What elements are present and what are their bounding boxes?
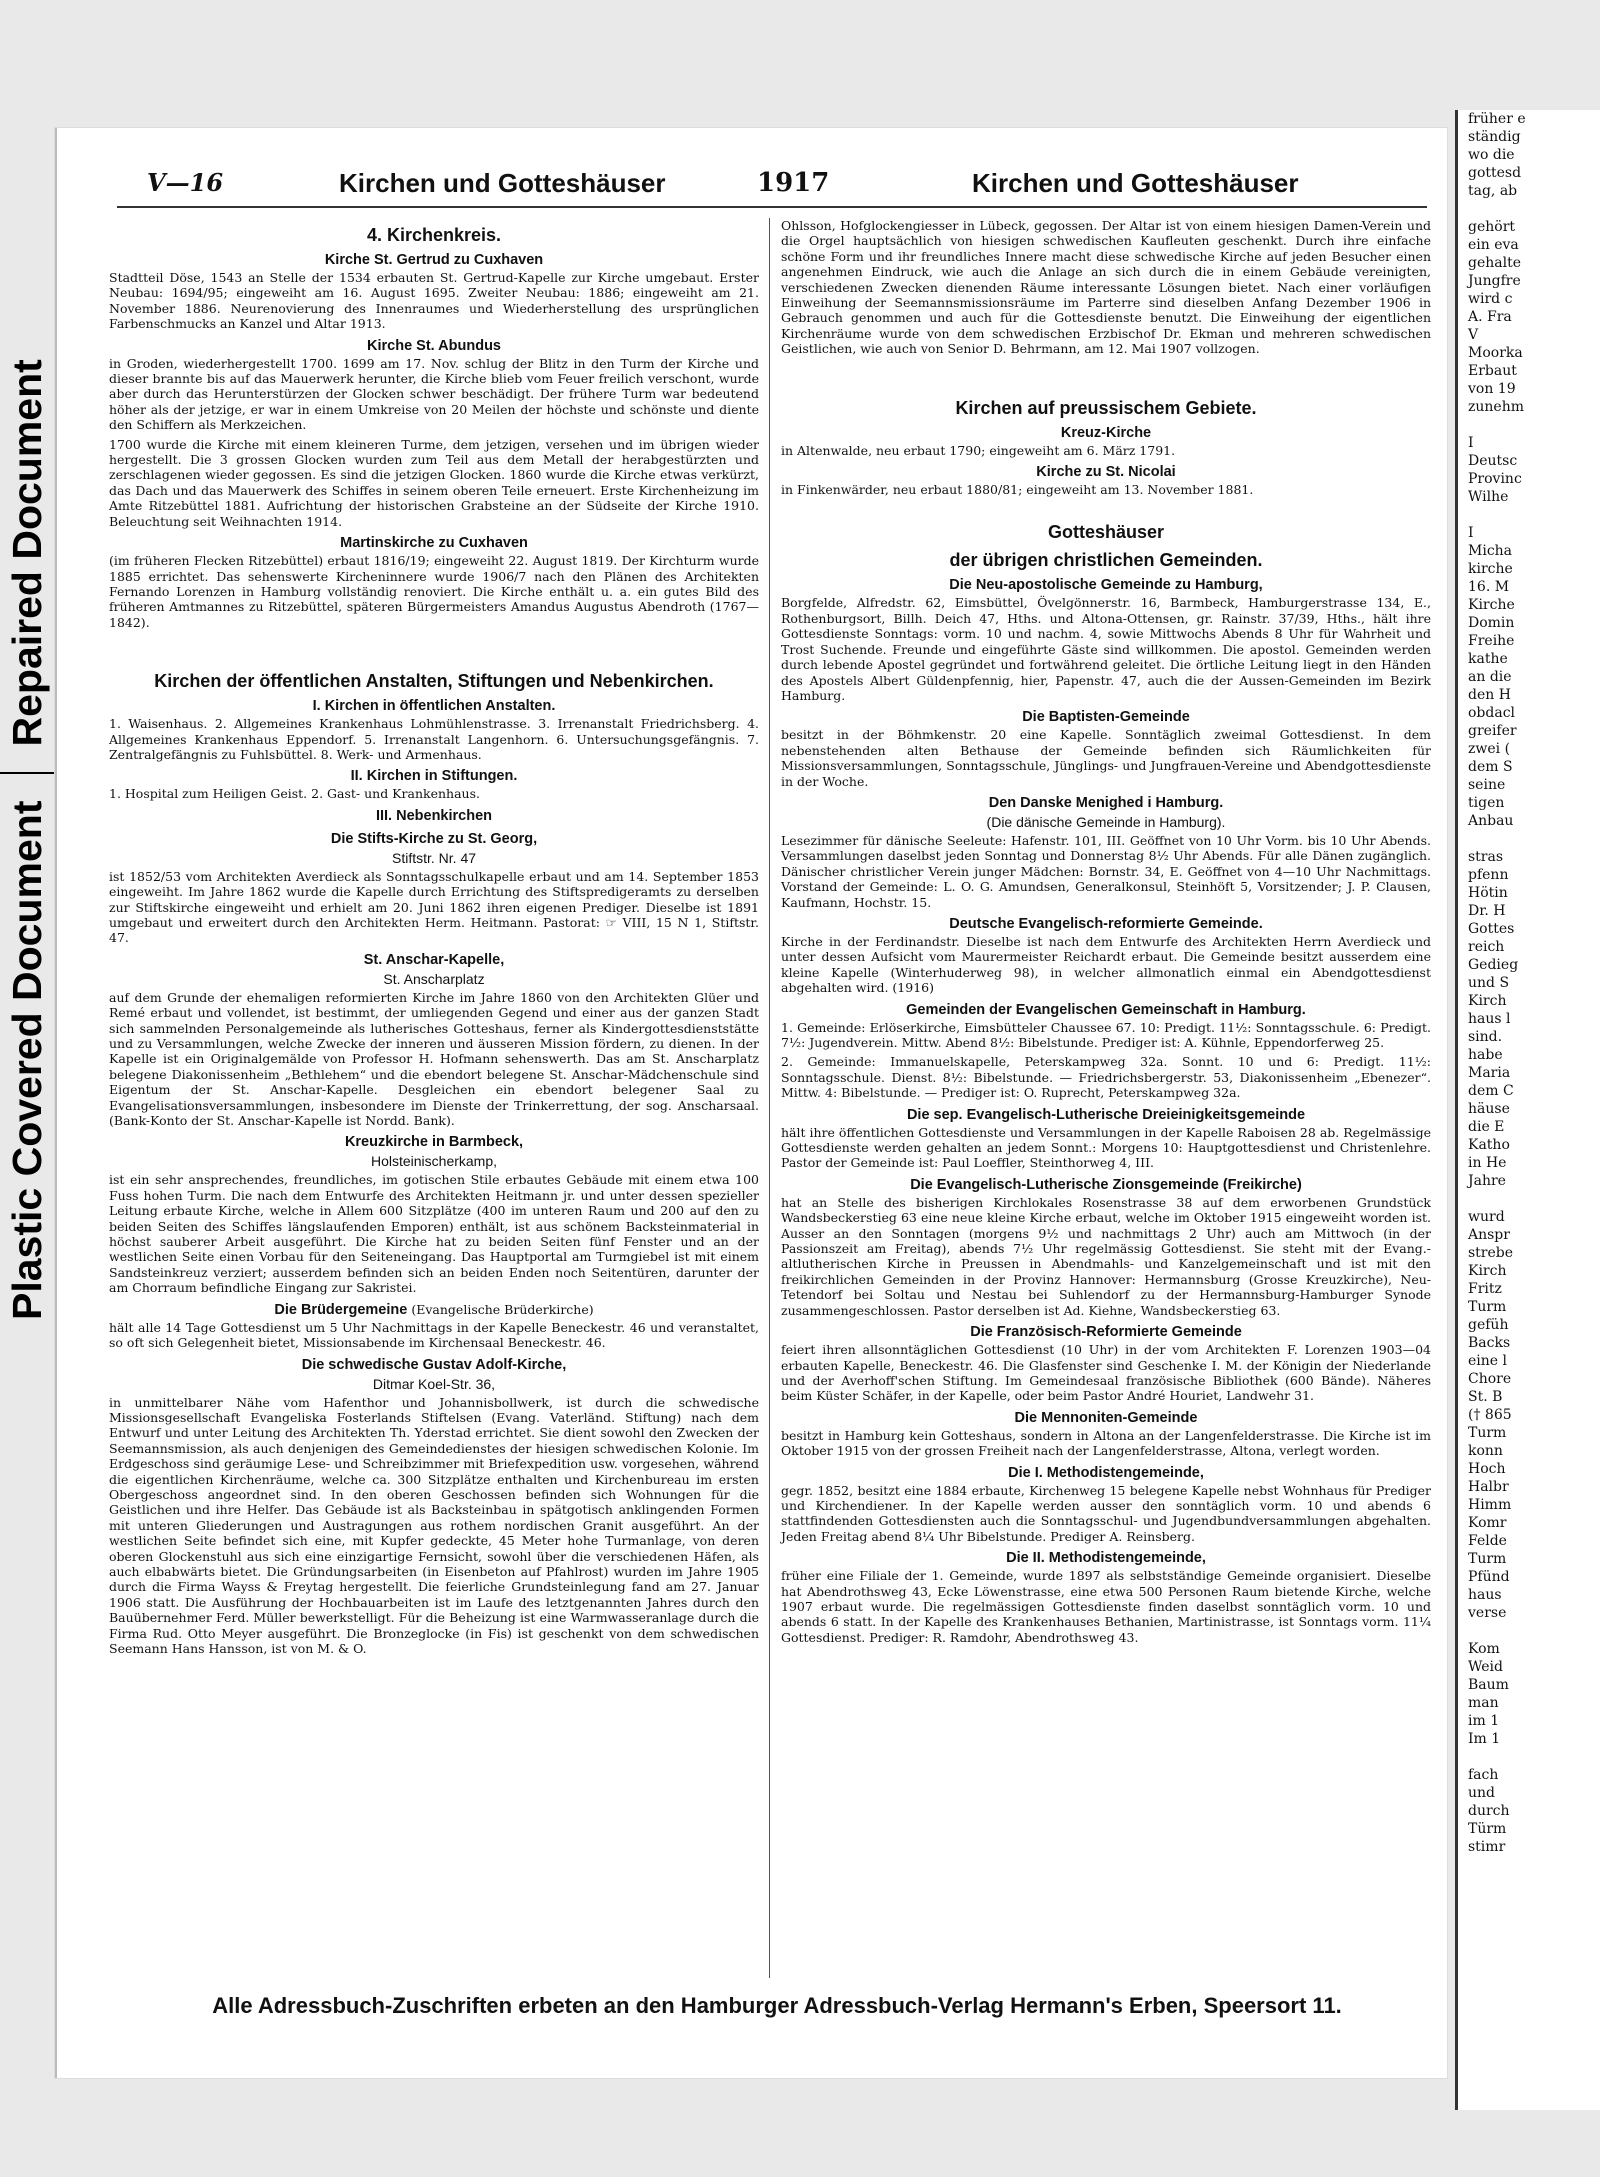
strip-fragment: habe — [1468, 1047, 1503, 1063]
entry-text: besitzt in der Böhmkenstr. 20 eine Kapelle. Sonntäglich zweimal Gottesdienst. In dem nebenstehenden alten Bethause der Gemeinde befinden sich Räumlichkeiten für Missionsversammlungen, Sonntagsschule, Jünglings- und Jungfrauen-Vereine und Abendgottesdienste in der Woche. — [781, 727, 1431, 789]
entry-address: Stiftstr. Nr. 47 — [391, 849, 477, 866]
entry-heading: Deutsche Evangelisch-reformierte Gemeinde. — [949, 915, 1263, 932]
entry-heading: I. Kirchen in öffentlichen Anstalten. — [312, 698, 556, 715]
strip-fragment: Freihe — [1468, 633, 1515, 649]
entry-heading: Die Französisch-Reformierte Gemeinde — [970, 1324, 1242, 1341]
entry-address: Ditmar Koel-Str. 36, — [372, 1375, 496, 1392]
strip-fragment: wurd — [1468, 1209, 1505, 1225]
strip-fragment: Fritz — [1468, 1281, 1502, 1297]
strip-fragment: zwei ( — [1468, 741, 1511, 757]
entry-text: früher eine Filiale der 1. Gemeinde, wurde 1897 als selbstständige Gemeinde organisiert. Dieselbe hat Abendrothsweg 43, Ecke Löwenstrasse, eine etwa 500 Personen Raum bietende Kirche, welche 1907 erbaut wurde. Die regelmässigen Gottesdienste finden daselbst sonntäglich vorm. 10 und abends 6 statt. In der Kapelle des Krankenhauses Bethanien, Martinistrasse, ist Sonntags vorm. 11¼ Gottesdienst. Prediger: R. Ramdohr, Abendrothsweg 43. — [781, 1568, 1431, 1645]
strip-fragment — [1468, 1190, 1600, 1208]
stamp-line-1: Plastic Covered Document — [3, 800, 50, 1320]
entry-heading: Den Danske Menighed i Hamburg. — [988, 794, 1224, 811]
header-rule — [117, 206, 1427, 208]
entry-heading: III. Nebenkirchen — [375, 807, 493, 824]
strip-fragment: V — [1468, 327, 1479, 343]
entry-heading: Martinskirche zu Cuxhaven — [340, 535, 528, 552]
entry-heading — [109, 1301, 759, 1319]
entry-text: 1. Hospital zum Heiligen Geist. 2. Gast- und Krankenhaus. — [109, 786, 480, 802]
strip-fragment: verse — [1468, 1605, 1507, 1621]
entry-text: Stadtteil Döse, 1543 an Stelle der 1534 erbauten St. Gertrud-Kapelle zur Kirche umgebaut. Erster Neubau: 1694/95; eingeweiht am 16. August 1695. Zweiter Neubau: 1886; eingeweiht am 21. November 1886. Neurenovierung des Innenraumes und Wiederherstellung des ursprünglichen Farbenschmucks an Kanzel und Altar 1913. — [109, 270, 759, 332]
strip-fragment: man — [1468, 1695, 1499, 1711]
strip-fragment: kirche — [1468, 561, 1513, 577]
strip-fragment: zunehm — [1468, 399, 1524, 415]
strip-fragment — [1468, 1748, 1600, 1766]
entry-text: in Finkenwärder, neu erbaut 1880/81; eingeweiht am 13. November 1881. — [781, 482, 1254, 498]
strip-fragment — [1468, 830, 1600, 848]
strip-fragment: Türm — [1468, 1821, 1507, 1837]
strip-fragment — [1468, 200, 1600, 218]
strip-fragment: Im 1 — [1468, 1731, 1501, 1747]
entry-address: Holsteinischerkamp, — [370, 1153, 498, 1170]
strip-fragment: Jahre — [1468, 1173, 1506, 1189]
strip-fragment: Jungfre — [1468, 273, 1521, 289]
strip-fragment: kathe — [1468, 651, 1508, 667]
strip-fragment: wo die — [1468, 147, 1515, 163]
entry-heading: St. Anschar-Kapelle, — [363, 951, 505, 968]
strip-fragment: strebe — [1468, 1245, 1514, 1261]
strip-fragment: I — [1468, 525, 1474, 541]
strip-fragment: Felde — [1468, 1533, 1507, 1549]
entry-text: feiert ihren allsonntäglichen Gottesdienst (10 Uhr) in der vom Architekten F. Lorenzen 1903—04 erbauten Kapelle, Beneckestr. 46. Die Glasfenster sind Geschenke I. M. der Königin der Niederlande und der Averhoff'schen Stiftung. Im Gemeindesaal französische Bibliothek (600 Bände). Näheres beim Küster Schäfer, in der Kapelle, oder beim Pastor André Houriet, Landwehr 31. — [781, 1342, 1431, 1404]
brueder-title: Die Brüdergemeine — [274, 1301, 408, 1318]
strip-fragment: seine — [1468, 777, 1506, 793]
strip-fragment: Himm — [1468, 1497, 1512, 1513]
strip-fragment: die E — [1468, 1119, 1505, 1135]
section-heading: 4. Kirchenkreis. — [366, 225, 502, 245]
strip-fragment: Hötin — [1468, 885, 1508, 901]
entry-text: besitzt in Hamburg kein Gotteshaus, sondern in Altona an der Langenfelderstrasse. Die Kirche ist im Oktober 1915 von der grossen Freiheit nach der Langenfelderstrasse, Altona, verlegt worden. — [781, 1427, 1431, 1459]
section-heading: Kirchen der öffentlichen Anstalten, Stiftungen und Nebenkirchen. — [154, 671, 714, 692]
strip-fragment: in He — [1468, 1155, 1507, 1171]
strip-fragment: Gottes — [1468, 921, 1515, 937]
entry-heading: II. Kirchen in Stiftungen. — [350, 768, 518, 785]
strip-fragment: Provinc — [1468, 471, 1522, 487]
strip-fragment — [1468, 1622, 1600, 1640]
strip-fragment: Anbau — [1468, 813, 1514, 829]
entry-heading: Die Neu-apostolische Gemeinde zu Hamburg, — [949, 577, 1263, 594]
entry-text: 1. Waisenhaus. 2. Allgemeines Krankenhaus Lohmühlenstrasse. 3. Irrenanstalt Friedrichsberg. 4. Allgemeines Krankenhaus Eppendorf. 5. Irrenanstalt Langenhorn. 6. Untersuchungsgefängnis. 7. Zentralgefängnis zu Fuhlsbüttel. 8. Werk- und Armenhaus. — [109, 716, 759, 762]
strip-fragment: 16. M — [1468, 579, 1510, 595]
strip-fragment: wird c — [1468, 291, 1513, 307]
strip-fragment: früher e — [1468, 111, 1526, 127]
strip-fragment: durch — [1468, 1803, 1510, 1819]
strip-fragment: Kirch — [1468, 1263, 1507, 1279]
strip-fragment: Backs — [1468, 1335, 1511, 1351]
entry-text: Kirche in der Ferdinandstr. Dieselbe ist nach dem Entwurfe des Architekten Herrn Averdieck und unter dessen Aufsicht vom Maurermeister Reichardt erbaut. Die Gemeinde besitzt ausserdem eine kleine Kapelle (Winterhuderweg 98), in welcher allmonatlich einmal ein Abendgottesdienst abgehalten wird. (1916) — [781, 933, 1431, 996]
strip-fragment: haus — [1468, 1587, 1502, 1603]
entry-heading: Die II. Methodistengemeinde, — [1006, 1550, 1206, 1567]
strip-fragment: Kom — [1468, 1641, 1500, 1657]
strip-fragment: († 865 — [1468, 1407, 1512, 1423]
entry-heading: Gemeinden der Evangelischen Gemeinschaft in Hamburg. — [906, 1001, 1306, 1018]
strip-fragment: dem S — [1468, 759, 1513, 775]
entry-heading: Die schwedische Gustav Adolf-Kirche, — [301, 1356, 567, 1373]
entry-text: hält ihre öffentlichen Gottesdienste und Versammlungen in der Kapelle Raboisen 28 ab. Regelmässige Gottesdienste werden gehalten an jedem Sonnt.: Morgens 10: Hauptgottesdienst und Christenlehre. Pastor der Gemeinde ist: Paul Loeffler, Steinthorweg 4, III. — [781, 1124, 1431, 1171]
strip-fragment: Gedieg — [1468, 957, 1519, 973]
header-year: 1917 — [757, 168, 830, 198]
entry-heading: Kreuzkirche in Barmbeck, — [344, 1134, 524, 1151]
document-page — [55, 128, 1447, 2078]
strip-fragment: greifer — [1468, 723, 1517, 739]
entry-heading: Die I. Methodistengemeinde, — [1008, 1464, 1204, 1481]
strip-fragment: Turm — [1468, 1425, 1507, 1441]
strip-fragment: von 19 — [1468, 381, 1516, 397]
header-title-right: Kirchen und Gotteshäuser — [972, 168, 1299, 198]
strip-fragment: Anspr — [1468, 1227, 1510, 1243]
strip-fragment: tag, ab — [1468, 183, 1518, 199]
strip-fragment: obdacl — [1468, 705, 1516, 721]
entry-text: hält alle 14 Tage Gottesdienst um 5 Uhr Nachmittags in der Kapelle Beneckestr. 46 und veranstaltet, so oft sich Gelegenheit bietet, Missionsabende im Kirchensaal Beneckestr. 46. — [109, 1319, 759, 1351]
repair-stamp — [0, 220, 60, 1320]
right-column — [781, 218, 1431, 1649]
strip-fragment: reich — [1468, 939, 1505, 955]
strip-fragment: gehört — [1468, 219, 1516, 235]
strip-fragment: Micha — [1468, 543, 1513, 559]
strip-fragment: Weid — [1468, 1659, 1503, 1675]
strip-fragment: gefüh — [1468, 1317, 1509, 1333]
strip-fragment: Komr — [1468, 1515, 1507, 1531]
entry-heading: Die Mennoniten-Gemeinde — [1014, 1409, 1198, 1426]
section-heading: Gotteshäuser — [1047, 522, 1165, 543]
strip-fragment: ständig — [1468, 129, 1521, 145]
strip-fragment: Pfünd — [1468, 1569, 1510, 1585]
entry-heading: Kreuz-Kirche — [1060, 424, 1152, 441]
entry-heading: Kirche zu St. Nicolai — [1036, 464, 1176, 481]
strip-fragment: fach — [1468, 1767, 1499, 1783]
page-number: V—16 — [147, 168, 224, 197]
strip-fragment: häuse — [1468, 1101, 1510, 1117]
entry-text: in Altenwalde, neu erbaut 1790; eingeweiht am 6. März 1791. — [781, 442, 1176, 458]
strip-fragment: I — [1468, 435, 1474, 451]
left-column — [109, 218, 759, 1660]
entry-text: hat an Stelle des bisherigen Kirchlokales Rosenstrasse 38 auf dem erworbenen Grundstück Wandsbeckerstieg 63 eine neue kleine Kirche erbaut, welche im Oktober 1915 eingeweiht worden ist. Ausser an den Sonntagen (morgens 9½ und nachmittags 2 Uhr) auch am Mittwoch (in der Passionszeit am Freitag), abends 7½ Uhr regelmässig Gottesdienst. Sie steht mit der Evang.-altlutherischen Kirche in Preussen in Abendmahls- und Kanzelgemeinschaft und ist mit den freikirchlichen Gemeinden in der Provinz Hannover: Hermannsburg (Grosse Kreuzkirche), Neu-Tetendorf bei Soltau und Nestau bei Suhlendorf zu der Hermannsburg-Hamburger Synode zusammengeschlossen. Pastor derselben ist Ad. Kiehne, Wandsbeckerstieg 63. — [781, 1194, 1431, 1318]
strip-fragment: Deutsc — [1468, 453, 1518, 469]
entry-text: in Groden, wiederhergestellt 1700. 1699 am 17. Nov. schlug der Blitz in den Turm der Kirche und dieser brannte bis auf das Mauerwerk herunter, die Kirche blieb vom Feuer freilich verschont, wurde aber durch das Herunterstürzen der Glocken schwer beschädigt. Der frühere Turm war bedeutend höher als der jetzige, er war in einem Umkreise von 20 Meilen der höchste und schönste und diente den Schiffern als Merkzeichen. — [109, 355, 759, 433]
strip-fragment: Chore — [1468, 1371, 1512, 1387]
strip-fragment: gehalte — [1468, 255, 1521, 271]
entry-text: (im früheren Flecken Ritzebüttel) erbaut 1816/19; eingeweiht 22. August 1819. Der Kirchturm wurde 1885 errichtet. Das sehenswerte Kircheninnere wurde 1906/7 nach den Plänen des Architekten Fernando Lorenzen in Hamburg vollständig renoviert. Die Kirche enthält u. a. ein gutes Bild des früheren Amtmannes zu Ritzebüttel, späteren Bürgermeisters Amandus Augustus Abendroth (1767—1842). — [109, 553, 759, 630]
entry-text: ist ein sehr ansprechendes, freundliches, im gotischen Stile erbautes Gebäude mit einem etwa 100 Fuss hohen Turm. Die nach dem Entwurfe des Architekten Heitmann jr. und unter dessen spezieller Leitung erbaute Kirche, welche in Allem 600 Sitzplätze (400 im unteren Raum und 200 auf den zu beiden Seiten des Schiffes längslaufenden Emporen) enthält, ist aus schönem Backsteinmaterial in höchst sauberer Arbeit ausgeführt. Die Kirche hat zu beiden Seiten fünf Fenster und an der westlichen Seite einen Vorbau für den Seiteneingang. Das Hauptportal am Turmgiebel ist mit einem Sandsteinkreuz verziert; ausserdem befinden sich an beiden Enden noch Seitentüren, darunter der am Chorraum befindliche Eingang zur Sakristei. — [109, 1172, 759, 1296]
strip-fragment: sind. — [1468, 1029, 1503, 1045]
strip-fragment: Turm — [1468, 1299, 1507, 1315]
strip-fragment: gottesd — [1468, 165, 1522, 181]
adjacent-page-strip — [1455, 110, 1600, 2110]
page-footer: Alle Adressbuch-Zuschriften erbeten an den Hamburger Adressbuch-Verlag Hermann's Erben, Speersort 11. — [212, 1993, 1342, 2018]
entry-text: Lesezimmer für dänische Seeleute: Hafenstr. 101, III. Geöffnet von 10 Uhr Vorm. bis 10 Uhr Abends. Versammlungen daselbst jeden Sonntag und Donnerstag 8½ Uhr Abends. Für alle Dänen zugänglich. Dänischer christlicher Verein junger Mädchen: Bornstr. 34, E. Geöffnet von 4—10 Uhr Nachmittags. Vorstand der Gemeinde: L. O. G. Amundsen, Generalkonsul, Steinhöft 5, Vorsitzender; J. P. Clausen, Kaufmann, Hochstr. 15. — [781, 832, 1431, 910]
stamp-line-2: Repaired Document — [3, 359, 50, 747]
strip-fragment: Moorka — [1468, 345, 1523, 361]
entry-heading: Kirche St. Gertrud zu Cuxhaven — [324, 252, 544, 268]
header-title-left: Kirchen und Gotteshäuser — [339, 168, 666, 198]
strip-fragment: Turm — [1468, 1551, 1507, 1567]
entry-text: 1700 wurde die Kirche mit einem kleineren Turme, dem jetzigen, versehen und im übrigen wieder hergestellt. Die 3 grossen Glocken wurden zum Teil aus dem Metall der herabgestürzten und zerschlagenen wieder gegossen. Es sind die jetzigen Glocken. 1860 wurde die Kirche etwas verkürzt, das Dach und das Mauerwerk des Schiffes in seinem oberen Teile erneuert. Erste Kirchenheizung im Amte Ritzebüttel 1881. Aufrichtung der historischen Grabsteine an der Südseite der Kirche 1910. Beleuchtung seit Weihnachten 1914. — [109, 436, 759, 529]
entry-heading: Die Evangelisch-Lutherische Zionsgemeinde (Freikirche) — [910, 1176, 1302, 1193]
strip-fragment: konn — [1468, 1443, 1503, 1459]
strip-fragment — [1468, 506, 1600, 524]
entry-text: Borgfelde, Alfredstr. 62, Eimsbüttel, Övelgönnerstr. 16, Barmbeck, Hamburgerstrasse 134, E., Rothenburgsort, Billh. Deich 47, Hths. und Altona-Ottensen, gr. Rainstr. 37/39, Hths., hält ihre Gottesdienste Sonntags: vorm. 10 und nachm. 4, sowie Mittwochs Abends 8 Uhr für Wahrheit und Trost Suchende. Freunde und eingeführte Gäste sind willkommen. Die apostol. Gemeinden werden durch lebende Apostel gegründet und fortwährend geleitet. Die örtliche Leitung liegt in den Händen des Apostels Albert Güldenpfennig, hier, Papenstr. 47, auch die der Aussen-Gemeinden im Bezirk Hamburg. — [781, 595, 1431, 703]
strip-fragment: den H — [1468, 687, 1511, 703]
entry-text: auf dem Grunde der ehemaligen reformierten Kirche im Jahre 1860 von den Architekten Glüer und Remé erbaut und vollendet, ist bestimmt, der umliegenden Gegend und einer aus der ganzen Stadt sich sammelnden Personalgemeinde als lutherisches Gotteshaus, ferner als Kindergottesdienststätte und zu Versammlungen, welche Zwecke der inneren und äusseren Mission fördern, zu dienen. In der Kapelle ist ein Originalgemälde von Professor H. Hofmann sehenswerth. Das am St. Anscharplatz belegene Diakonissenheim „Bethlehem“ und die ebendort belegene St. Anschar-Mädchenschule sind Eigentum der St. Anschar-Kapelle. Desgleichen ein ebendort belegener Saal zu Evangelisationsversammlungen, insbesondere im Dienste der Trinkerrettung, der sog. Anscharsaal. (Bank-Konto der St. Anschar-Kapelle ist Nordd. Bank). — [109, 989, 759, 1129]
strip-fragment: eine l — [1468, 1353, 1507, 1369]
entry-text: Ohlsson, Hofglockengiesser in Lübeck, gegossen. Der Altar ist von einem hiesigen Damen-Verein und die Orgel hauptsächlich von hiesigen schwedischen Kaufleuten geschenkt. Durch ihre einfache schöne Form und ihr freundliches Innere macht diese schwedische Kirche auf jeden Besucher einen angenehmen Eindruck, wie auch die Anlage an sich durch die in einem Gebäude vereinigten, verschiedenen Zwecken dienenden Räume interessante Lösungen bietet. Nach einer vorläufigen Einweihung der Seemannsmissionsräume im Parterre sind dieselben Anfang Dezember 1906 in Gebrauch genommen und auch für die Gottesdienste benutzt. Die Einweihung der eigentlichen Kirchenräume wurde von dem schwedischen Erzbischof Dr. Ekman und mehreren schwedischen Geistlichen, wie auch von Senior D. Behrmann, am 12. Mai 1907 vollzogen. — [781, 218, 1431, 357]
strip-fragment: Kirch — [1468, 993, 1507, 1009]
entry-heading: Die Stifts-Kirche zu St. Georg, — [330, 830, 538, 847]
strip-fragment: an die — [1468, 669, 1512, 685]
entry-address: (Die dänische Gemeinde in Hamburg). — [986, 813, 1226, 830]
entry-heading: Die sep. Evangelisch-Lutherische Dreieinigkeitsgemeinde — [906, 1106, 1306, 1123]
strip-fragment: und — [1468, 1785, 1495, 1801]
strip-fragment: Hoch — [1468, 1461, 1506, 1477]
entry-text: gegr. 1852, besitzt eine 1884 erbaute, Kirchenweg 15 belegene Kapelle nebst Wohnhaus für Prediger und Kirchendiener. In der Kapelle werden ausser den sonntäglich vorm. 10 und abends 6 stattfindenden Gottesdiensten auch die Sonntagsschul- und Jugendbundversammlungen abgehalten. Jeden Freitag abend 8¼ Uhr Bibelstunde. Prediger A. Reinsberg. — [781, 1482, 1431, 1544]
strip-fragment: A. Fra — [1468, 309, 1512, 325]
entry-heading: Kirche St. Abundus — [367, 337, 501, 354]
strip-fragment: Wilhe — [1468, 489, 1509, 505]
entry-text: in unmittelbarer Nähe vom Hafenthor und Johannisbollwerk, ist durch die schwedische Missionsgesellschaft Evangeliska Fosterlands Stiftelsen (Evang. Vaterländ. Stiftung) nach dem Entwurf und unter Leitung des Architekten Th. Yderstad errichtet. Sie dient sowohl den Zwecken der Seemannsmission, als auch denjenigen des Gemeindedienstes der hiesigen schwedischen Kolonie. Im Erdgeschoss sind geräumige Lese- und Schreibzimmer mit Briefexpedition usw. vorgesehen, während die eigentlichen Kirchenräume, welche ca. 300 Sitzplätze enthalten und Kirchenbureau im ersten Obergeschoss angeordnet sind. In den oberen Geschossen befinden sich Wohnungen für die Geistlichen und ihre Helfer. Das Gebäude ist als Backsteinbau in spätgotisch anklingenden Formen mit unteren Gliederungen und Austragungen aus rothem nordischen Granit ausgeführt. An der westlichen Seite befindet sich eine, mit Kupfer gedeckte, 45 Meter hohe Turmanlage, von deren oberen Glockenstuhl aus sich eine einzigartige Fernsicht, sowohl über die verschiedenen Häfen, als auch elbabwärts bietet. Die Gründungsarbeiten (in Eisenbeton auf Pfahlrost) wurden im Jahre 1905 durch die Firma Wayss & Freytag hergestellt. Die feierliche Grundsteinlegung fand am 27. Januar 1906 statt. Die Ausführung der Hochbauarbeiten ist im Laufe des letztgenannten Jahres durch den Bauübernehmer Ferd. Müller bewerkstelligt. Für die Beheizung ist eine Warmwasseranlage durch die Firma Rud. Otto Meyer ausgeführt. Die Bronzeglocke (in Fis) ist geschenkt von dem schwedischen Seemann Hans Hansson, ist von M. & O. — [109, 1394, 759, 1656]
strip-fragment: St. B — [1468, 1389, 1503, 1405]
strip-fragment: Halbr — [1468, 1479, 1509, 1495]
entry-text: ist 1852/53 vom Architekten Averdieck als Sonntagsschulkapelle erbaut und am 14. September 1853 eingeweiht. Im Jahre 1862 wurde die Kapelle durch Errichtung des Stiftspredigeramts zu derselben zur Stiftskirche eingeweiht und erhielt am 20. Juni 1862 ihren eigenen Prediger. Dieselbe ist 1891 umgebaut und erweitert durch den Architekten Herm. Heitmann. Pastorat: ☞ VIII, 15 N 1, Stiftstr. 47. — [109, 868, 759, 946]
strip-fragment: Dr. H — [1468, 903, 1506, 919]
entry-heading: Die Baptisten-Gemeinde — [1022, 709, 1190, 726]
strip-fragment: dem C — [1468, 1083, 1514, 1099]
brueder-subtitle: (Evangelische Brüderkirche) — [411, 1301, 594, 1317]
strip-fragment: haus l — [1468, 1011, 1511, 1027]
strip-fragment: Kirche — [1468, 597, 1515, 613]
strip-fragment: stimr — [1468, 1839, 1506, 1855]
stamp-separator — [0, 773, 57, 775]
strip-fragment: Domin — [1468, 615, 1515, 631]
strip-fragment: im 1 — [1468, 1713, 1500, 1729]
strip-fragment: Maria — [1468, 1065, 1511, 1081]
strip-fragment: und S — [1468, 975, 1510, 991]
strip-fragment: Baum — [1468, 1677, 1509, 1693]
column-divider — [769, 218, 770, 1978]
entry-text: 2. Gemeinde: Immanuelskapelle, Peterskampweg 32a. Sonnt. 10 und 6: Predigt. 11½: Sonntagsschule. Dienst. 8½: Bibelstunde. — Friedrichsbergerstr. 53, Diakonissenheim „Ebenezer“. Mittw. 4: Bibelstunde. — Prediger ist: O. Ruprecht, Peterskampweg 32a. — [781, 1054, 1431, 1101]
strip-fragment: Katho — [1468, 1137, 1510, 1153]
strip-fragment: Erbaut — [1468, 363, 1517, 379]
section-heading: Kirchen auf preussischem Gebiete. — [955, 397, 1257, 418]
strip-fragment: pfenn — [1468, 867, 1509, 883]
strip-fragment — [1468, 416, 1600, 434]
section-heading: der übrigen christlichen Gemeinden. — [949, 550, 1263, 571]
entry-text: 1. Gemeinde: Erlöserkirche, Eimsbütteler Chaussee 67. 10: Predigt. 11½: Sonntagsschule. 6: Predigt. 7½: Jugendverein. Mittw. Abend 8½: Bibelstunde. Prediger ist: A. Kühnle, Eppendorferweg 25. — [781, 1019, 1431, 1050]
entry-address: St. Anscharplatz — [383, 970, 485, 987]
strip-fragment: ein eva — [1468, 237, 1519, 253]
strip-fragment: stras — [1468, 849, 1504, 865]
strip-fragment: tigen — [1468, 795, 1505, 811]
page-header — [117, 168, 1417, 208]
